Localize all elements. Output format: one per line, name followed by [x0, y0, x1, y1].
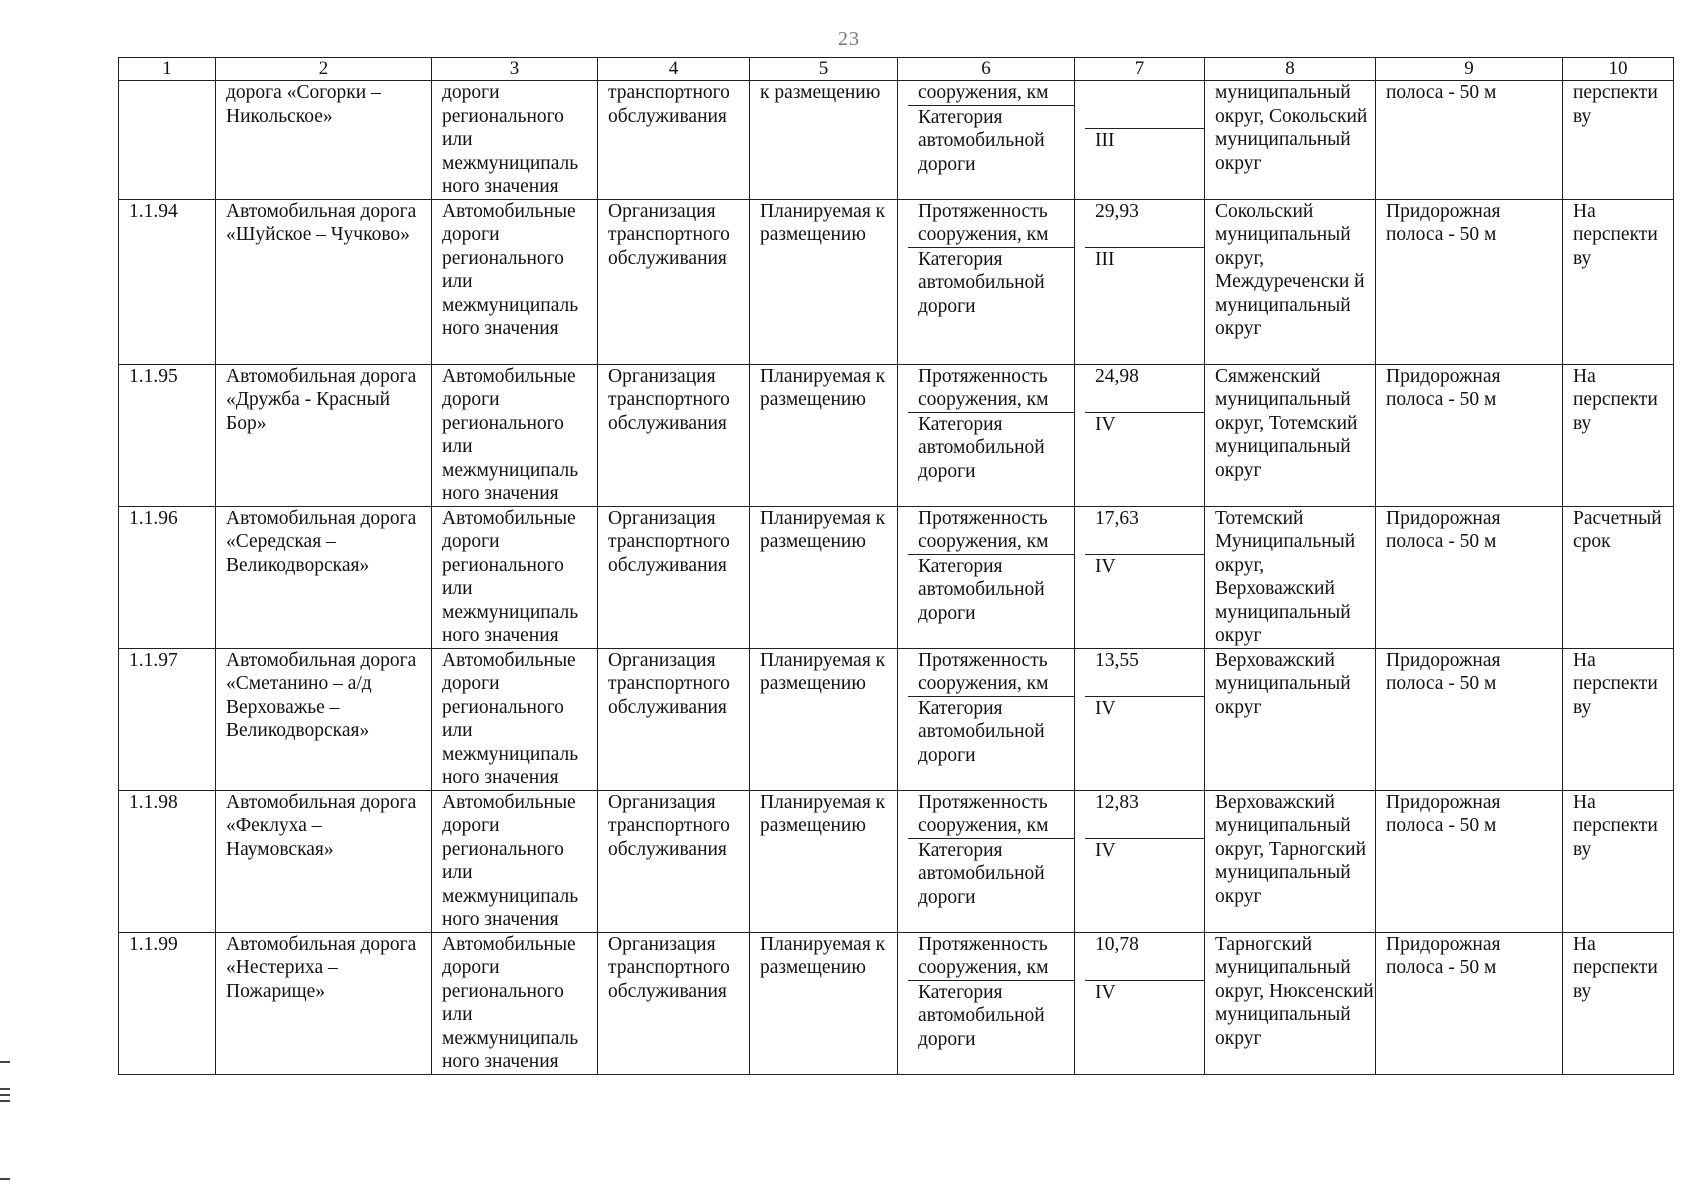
cell-values: [1075, 932, 1205, 1074]
cell-significance: Автомобильные дороги регионального или межмуниципаль ного значения: [432, 932, 598, 1074]
char-length-label: Протяженность сооружения, км: [908, 791, 1074, 839]
char-length-label: Протяженность сооружения, км: [908, 649, 1074, 697]
cell-term: На перспекти ву: [1563, 790, 1674, 932]
column-number: 8: [1205, 58, 1376, 81]
cell-term: На перспекти ву: [1563, 199, 1674, 364]
cell-purpose: транспортного обслуживания: [598, 81, 750, 200]
length-value: 10,78: [1085, 933, 1204, 981]
char-length-label: Протяженность сооружения, км: [908, 507, 1074, 555]
table-row: [119, 364, 1674, 506]
cell-term: Расчетный срок: [1563, 506, 1674, 648]
cell-name: Автомобильная дорога «Феклуха – Наумовская»: [216, 790, 432, 932]
cell-significance: Автомобильные дороги регионального или межмуниципаль ного значения: [432, 506, 598, 648]
char-length-label: Протяженность сооружения, км: [908, 365, 1074, 413]
cell-name: Автомобильная дорога «Нестериха – Пожарище»: [216, 932, 432, 1074]
category-value: IV: [1095, 555, 1116, 577]
cell-characteristics: [898, 199, 1075, 364]
column-number-row: [119, 58, 1674, 81]
column-number: 9: [1376, 58, 1563, 81]
column-number: 5: [750, 58, 898, 81]
cell-values: [1075, 364, 1205, 506]
cell-values: [1075, 648, 1205, 790]
cell-location: Сокольский муниципальный округ, Междуреченски й муниципальный округ: [1205, 199, 1376, 364]
margin-mark: [0, 1061, 10, 1063]
cell-purpose: Организация транспортного обслуживания: [598, 364, 750, 506]
category-value: III: [1095, 130, 1115, 151]
cell-significance: Автомобильные дороги регионального или межмуниципаль ного значения: [432, 364, 598, 506]
cell-characteristics: [898, 932, 1075, 1074]
cell-name: Автомобильная дорога «Дружба - Красный Бор»: [216, 364, 432, 506]
cell-significance: Автомобильные дороги регионального или межмуниципаль ного значения: [432, 790, 598, 932]
cell-purpose: Организация транспортного обслуживания: [598, 648, 750, 790]
table-row: [119, 932, 1674, 1074]
cell-significance: Автомобильные дороги регионального или межмуниципаль ного значения: [432, 648, 598, 790]
length-value: 29,93: [1085, 200, 1204, 248]
char-length-label: Протяженность сооружения, км: [908, 200, 1074, 248]
cell-location: Сямженский муниципальный округ, Тотемский муниципальный округ: [1205, 364, 1376, 506]
cell-number: 1.1.95: [119, 364, 216, 506]
cell-term: На перспекти ву: [1563, 932, 1674, 1074]
cell-zone: полоса - 50 м: [1376, 81, 1563, 200]
table-row-continued: [119, 81, 1674, 200]
cell-location: Тарногский муниципальный округ, Нюксенский муниципальный округ: [1205, 932, 1376, 1074]
cell-significance: дороги регионального или межмуниципаль ного значения: [432, 81, 598, 200]
cell-purpose: Организация транспортного обслуживания: [598, 932, 750, 1074]
column-number: 3: [432, 58, 598, 81]
cell-status: Планируемая к размещению: [750, 364, 898, 506]
cell-values: [1075, 81, 1205, 200]
cell-number: 1.1.98: [119, 790, 216, 932]
length-value: 24,98: [1085, 365, 1204, 413]
margin-mark: [0, 1088, 10, 1090]
cell-characteristics: [898, 790, 1075, 932]
char-length-label: Протяженность сооружения, км: [908, 933, 1074, 981]
margin-mark: [0, 1100, 10, 1102]
cell-purpose: Организация транспортного обслуживания: [598, 199, 750, 364]
table-row: [119, 648, 1674, 790]
cell-zone: Придорожная полоса - 50 м: [1376, 199, 1563, 364]
cell-name: Автомобильная дорога «Шуйское – Чучково»: [216, 199, 432, 364]
cell-term: перспекти ву: [1563, 81, 1674, 200]
cell-values: [1075, 506, 1205, 648]
cell-characteristics: [898, 364, 1075, 506]
category-value: III: [1095, 248, 1115, 270]
cell-zone: Придорожная полоса - 50 м: [1376, 364, 1563, 506]
category-value: IV: [1095, 697, 1116, 719]
cell-number: 1.1.94: [119, 199, 216, 364]
cell-term: На перспекти ву: [1563, 364, 1674, 506]
char-category-label: Категория автомобильной дороги: [918, 106, 1045, 175]
char-length-label: сооружения, км: [908, 81, 1074, 105]
cell-location: Тотемский Муниципальный округ, Верховажский муниципальный округ: [1205, 506, 1376, 648]
cell-status: Планируемая к размещению: [750, 790, 898, 932]
cell-name: Автомобильная дорога «Середская – Великодворская»: [216, 506, 432, 648]
objects-table: [118, 57, 1674, 1075]
column-number: 4: [598, 58, 750, 81]
char-category-label: Категория автомобильной дороги: [918, 248, 1045, 317]
table-row: [119, 790, 1674, 932]
cell-location: Верховажский муниципальный округ: [1205, 648, 1376, 790]
cell-number: 1.1.96: [119, 506, 216, 648]
length-value: 17,63: [1085, 507, 1204, 555]
cell-number: 1.1.99: [119, 932, 216, 1074]
table-row: [119, 506, 1674, 648]
column-number: 2: [216, 58, 432, 81]
cell-number: [119, 81, 216, 200]
cell-significance: Автомобильные дороги регионального или межмуниципаль ного значения: [432, 199, 598, 364]
cell-status: Планируемая к размещению: [750, 932, 898, 1074]
cell-values: [1075, 199, 1205, 364]
margin-mark: [0, 1178, 10, 1180]
char-category-label: Категория автомобильной дороги: [918, 839, 1045, 908]
cell-name: дорога «Согорки – Никольское»: [216, 81, 432, 200]
cell-name: Автомобильная дорога «Сметанино – а/д Верховажье – Великодворская»: [216, 648, 432, 790]
category-value: IV: [1095, 981, 1116, 1003]
cell-status: к размещению: [750, 81, 898, 200]
column-number: 10: [1563, 58, 1674, 81]
cell-zone: Придорожная полоса - 50 м: [1376, 506, 1563, 648]
category-value: IV: [1095, 839, 1116, 861]
cell-term: На перспекти ву: [1563, 648, 1674, 790]
cell-status: Планируемая к размещению: [750, 199, 898, 364]
cell-characteristics: [898, 81, 1075, 200]
length-value: 13,55: [1085, 649, 1204, 697]
category-value: IV: [1095, 413, 1116, 435]
margin-mark: [0, 1094, 10, 1096]
cell-zone: Придорожная полоса - 50 м: [1376, 932, 1563, 1074]
column-number: 7: [1075, 58, 1205, 81]
cell-location: Верховажский муниципальный округ, Тарногский муниципальный округ: [1205, 790, 1376, 932]
length-value: 12,83: [1085, 791, 1204, 839]
cell-status: Планируемая к размещению: [750, 506, 898, 648]
cell-purpose: Организация транспортного обслуживания: [598, 506, 750, 648]
length-value: [1085, 81, 1204, 129]
cell-location: муниципальный округ, Сокольский муниципальный округ: [1205, 81, 1376, 200]
table-body: [119, 199, 1674, 1074]
char-category-label: Категория автомобильной дороги: [918, 555, 1045, 624]
cell-zone: Придорожная полоса - 50 м: [1376, 790, 1563, 932]
char-category-label: Категория автомобильной дороги: [918, 413, 1045, 482]
column-number: 1: [119, 58, 216, 81]
cell-zone: Придорожная полоса - 50 м: [1376, 648, 1563, 790]
cell-number: 1.1.97: [119, 648, 216, 790]
table-row: [119, 199, 1674, 364]
cell-status: Планируемая к размещению: [750, 648, 898, 790]
cell-characteristics: [898, 506, 1075, 648]
cell-characteristics: [898, 648, 1075, 790]
char-category-label: Категория автомобильной дороги: [918, 981, 1045, 1050]
cell-values: [1075, 790, 1205, 932]
cell-purpose: Организация транспортного обслуживания: [598, 790, 750, 932]
column-number: 6: [898, 58, 1075, 81]
page-number: 23: [838, 28, 860, 50]
char-category-label: Категория автомобильной дороги: [918, 697, 1045, 766]
